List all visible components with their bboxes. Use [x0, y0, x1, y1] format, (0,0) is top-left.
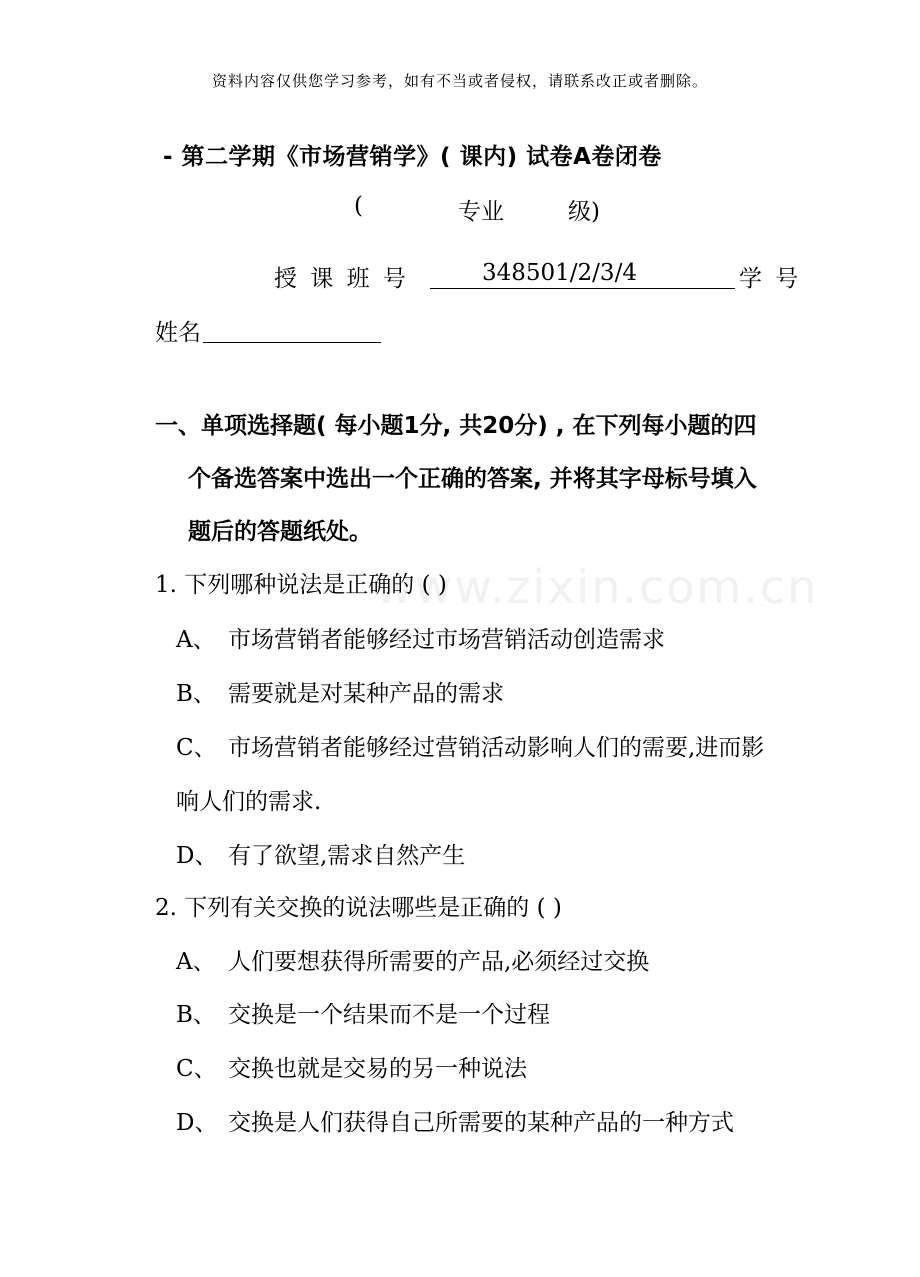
- disclaimer: 资料内容仅供您学习参考，如有不当或者侵权，请联系改正或者删除。: [211, 72, 708, 90]
- section-heading-line-1: 一、单项选择题( 每小题1分, 共20分) , 在下列每小题的四: [155, 413, 757, 439]
- question-1-stem: 1. 下列哪种说法是正确的 ( ): [155, 572, 447, 598]
- subtitle-open-paren: (: [354, 193, 363, 219]
- watermark: www.zixin.com.cn: [375, 560, 819, 614]
- class-number-label: 授 课 班 号: [274, 266, 409, 292]
- section-heading-line-2: 个备选答案中选出一个正确的答案, 并将其字母标号填入: [188, 466, 757, 492]
- class-number-value: 348501/2/3/4: [482, 260, 637, 286]
- name-label: 姓名: [155, 320, 201, 346]
- student-id-label: 学 号: [739, 266, 802, 292]
- q1-option-c-label: C、: [176, 735, 217, 761]
- class-number-field: [430, 260, 735, 289]
- question-2-stem: 2. 下列有关交换的说法哪些是正确的 ( ): [155, 895, 562, 921]
- exam-title: - 第二学期《市场营销学》( 课内) 试卷A卷闭卷: [163, 144, 662, 170]
- q1-option-d-label: D、: [176, 843, 218, 869]
- q2-option-b-text: 交换是一个结果而不是一个过程: [228, 1002, 550, 1028]
- q1-option-b-label: B、: [176, 681, 216, 707]
- q2-option-d-label: D、: [176, 1110, 218, 1136]
- q1-option-d-text: 有了欲望,需求自然产生: [228, 843, 466, 869]
- q1-option-a-text: 市场营销者能够经过市场营销活动创造需求: [228, 627, 665, 653]
- q2-option-c-text: 交换也就是交易的另一种说法: [228, 1056, 527, 1082]
- subtitle-grade: 级): [568, 199, 600, 225]
- q1-option-c-text: 市场营销者能够经过营销活动影响人们的需要,进而影: [228, 735, 765, 761]
- q2-option-b-label: B、: [176, 1002, 216, 1028]
- q2-option-a-text: 人们要想获得所需要的产品,必须经过交换: [228, 949, 650, 975]
- q2-option-a-label: A、: [176, 949, 216, 975]
- subtitle-major: 专业: [458, 199, 504, 225]
- q1-option-b-text: 需要就是对某种产品的需求: [228, 681, 504, 707]
- q1-option-a-label: A、: [176, 627, 216, 653]
- name-field: [203, 314, 381, 343]
- q1-option-c-continuation: 响人们的需求.: [176, 789, 322, 815]
- q2-option-c-label: C、: [176, 1056, 217, 1082]
- q2-option-d-text: 交换是人们获得自己所需要的某种产品的一种方式: [228, 1110, 734, 1136]
- section-heading-line-3: 题后的答题纸处。: [188, 519, 372, 545]
